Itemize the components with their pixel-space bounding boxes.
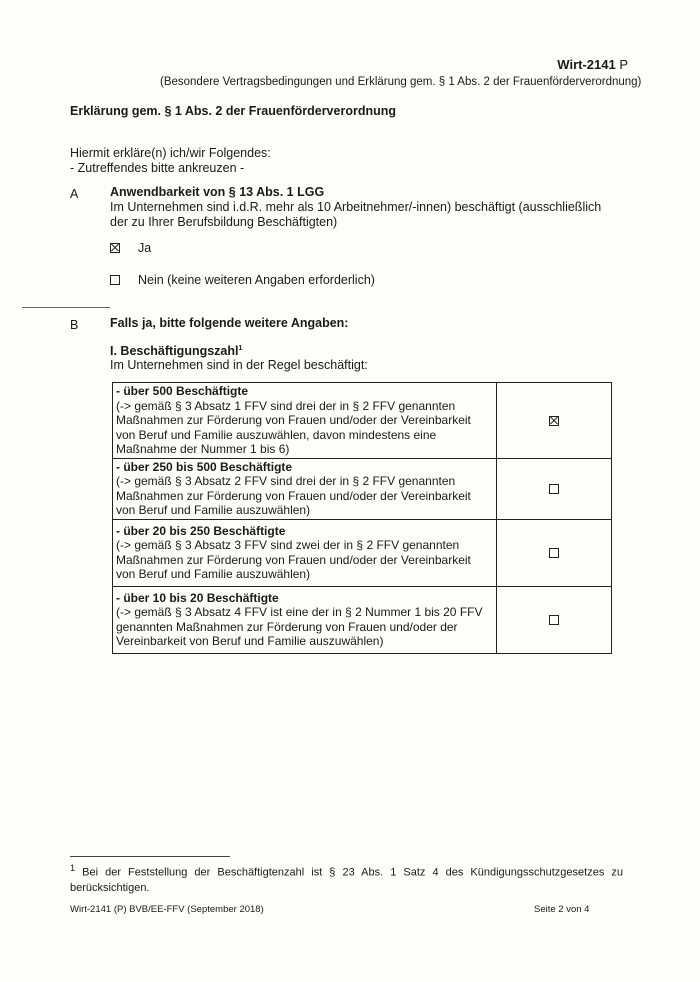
row-checkbox-cell (497, 383, 612, 459)
checkbox-10-20[interactable] (549, 615, 559, 625)
option-ja-label: Ja (138, 241, 152, 255)
footnote-ref: 1 (238, 344, 243, 352)
divider-line (22, 307, 110, 308)
table-row (113, 383, 612, 459)
row-description (113, 458, 497, 519)
option-nein-label: Nein (keine weiteren Angaben erforderlich) (138, 273, 375, 287)
form-subtitle: (Besondere Vertragsbedingungen und Erklärung gem. § 1 Abs. 2 der Frauenförderverordnung) (160, 76, 642, 88)
checkbox-nein[interactable] (110, 275, 120, 285)
subsection-title (110, 344, 242, 358)
form-id-number: Wirt-2141 (557, 57, 616, 72)
row-title: - über 10 bis 20 Beschäftigte (116, 590, 279, 605)
row-description (113, 519, 497, 586)
table-row (113, 586, 612, 653)
table-row (113, 458, 612, 519)
subsection-text: Im Unternehmen sind in der Regel beschäftigt: (110, 358, 368, 372)
footer-form-ref: Wirt-2141 (P) BVB/EE-FFV (September 2018) (70, 904, 264, 915)
row-description (113, 586, 497, 653)
row-checkbox-cell (497, 458, 612, 519)
footnote (70, 861, 623, 896)
row-description (113, 383, 497, 459)
employee-count-table (112, 382, 612, 654)
row-title: - über 250 bis 500 Beschäftigte (116, 459, 293, 474)
row-title: - über 20 bis 250 Beschäftigte (116, 523, 286, 538)
subsection-title-text: I. Beschäftigungszahl (110, 344, 239, 358)
row-text: (-> gemäß § 3 Absatz 2 FFV sind drei der in § 2 FFV genannten Maßnahmen zur Förderung von Frauen und/oder der Vereinbarkeit von Beruf und Familie auszuwählen) (116, 474, 471, 517)
row-text: (-> gemäß § 3 Absatz 4 FFV ist eine der in § 2 Nummer 1 bis 20 FFV genannten Maßnahmen zur Förderung von Frauen und/oder der Vereinbarkeit von Beruf und Familie auszuwählen) (116, 605, 483, 648)
section-b-letter: B (70, 318, 79, 332)
table-row (113, 519, 612, 586)
footnote-divider (70, 856, 230, 857)
row-text: (-> gemäß § 3 Absatz 1 FFV sind drei der in § 2 FFV genannten Maßnahmen zur Förderung von Frauen und/oder der Vereinbarkeit von Beruf und Familie auszuwählen, davon mindestens eine Maßnahme der Nummer 1 bis 6) (116, 398, 471, 456)
checkbox-20-250[interactable] (549, 548, 559, 558)
section-a-text: Im Unternehmen sind i.d.R. mehr als 10 Arbeitnehmer/-innen) beschäftigt (ausschließlich der zu Ihrer Berufsbildung Beschäftigten) (110, 200, 602, 229)
form-id-suffix: P (619, 57, 628, 72)
option-nein[interactable] (110, 273, 375, 287)
section-a-title: Anwendbarkeit von § 13 Abs. 1 LGG (110, 185, 325, 199)
section-a-letter: A (70, 187, 79, 201)
row-title: - über 500 Beschäftigte (116, 384, 249, 398)
checkbox-over-500[interactable] (549, 416, 559, 426)
row-text: (-> gemäß § 3 Absatz 3 FFV sind zwei der in § 2 FFV genannten Maßnahmen zur Förderung von Frauen und/oder der Vereinbarkeit von Beruf und Familie auszuwählen) (116, 538, 471, 581)
intro-line-1: Hiermit erkläre(n) ich/wir Folgendes: (70, 146, 271, 160)
checkbox-250-500[interactable] (549, 484, 559, 494)
intro-line-2: - Zutreffendes bitte ankreuzen - (70, 161, 245, 175)
footnote-marker: 1 (70, 863, 76, 873)
option-ja[interactable] (110, 241, 151, 255)
row-checkbox-cell (497, 519, 612, 586)
footer-page-number: Seite 2 von 4 (534, 904, 590, 915)
intro-block (70, 146, 271, 176)
checkbox-ja[interactable] (110, 243, 120, 253)
page-heading: Erklärung gem. § 1 Abs. 2 der Frauenförderverordnung (70, 104, 397, 118)
section-b-title: Falls ja, bitte folgende weitere Angaben: (110, 316, 349, 330)
form-id (557, 57, 628, 72)
footnote-text: Bei der Feststellung der Beschäftigtenzahl ist § 23 Abs. 1 Satz 4 des Kündigungsschutzgesetzes zu berücksichtigen. (70, 866, 624, 894)
row-checkbox-cell (497, 586, 612, 653)
